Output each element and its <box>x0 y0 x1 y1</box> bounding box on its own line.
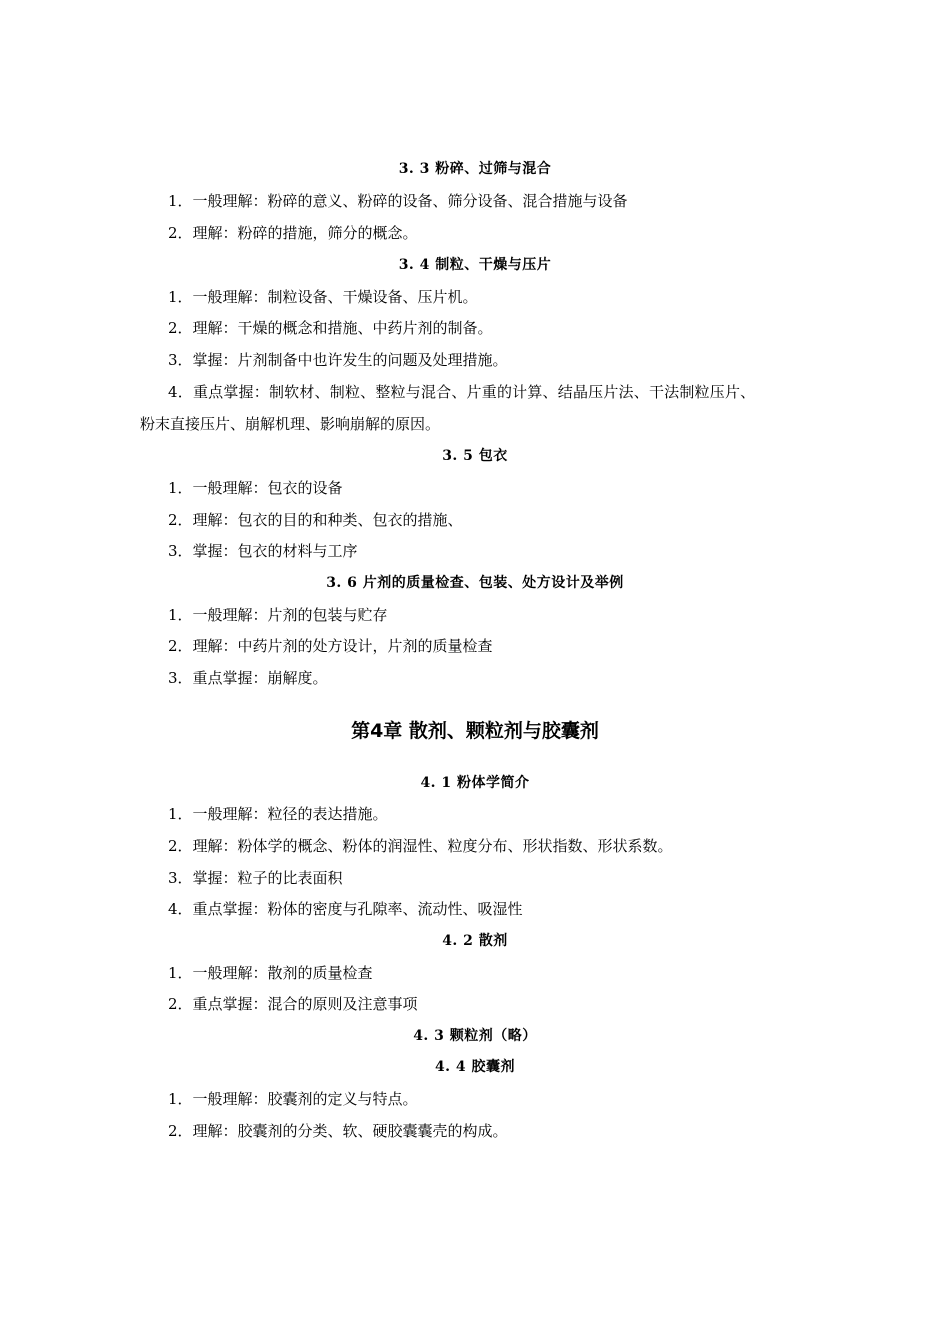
list-item: 3．重点掌握：崩解度。 <box>168 669 328 687</box>
section-heading-3-5: 3. 5 包衣 <box>442 448 508 464</box>
list-item: 2．理解：胶囊剂的分类、软、硬胶囊囊壳的构成。 <box>168 1122 508 1140</box>
list-item: 2．理解：干燥的概念和措施、中药片剂的制备。 <box>168 319 493 337</box>
section-heading-3-4: 3. 4 制粒、干燥与压片 <box>398 257 552 273</box>
list-item: 4．重点掌握：制软材、制粒、整粒与混合、片重的计算、结晶压片法、干法制粒压片、 <box>168 383 756 401</box>
list-item: 4．重点掌握：粉体的密度与孔隙率、流动性、吸湿性 <box>168 900 523 918</box>
list-item: 3．掌握：粒子的比表面积 <box>168 869 343 887</box>
list-item: 2．理解：包衣的目的和种类、包衣的措施、 <box>168 511 463 529</box>
list-item: 1．一般理解：粉碎的意义、粉碎的设备、筛分设备、混合措施与设备 <box>168 192 628 210</box>
list-item: 1．一般理解：片剂的包装与贮存 <box>168 606 388 624</box>
chapter-title: 第4章 散剂、颗粒剂与胶囊剂 <box>351 720 599 742</box>
list-item: 3．掌握：包衣的材料与工序 <box>168 542 358 560</box>
list-item: 1．一般理解：制粒设备、干燥设备、压片机。 <box>168 288 478 306</box>
section-heading-3-6: 3. 6 片剂的质量检查、包装、处方设计及举例 <box>326 575 624 591</box>
section-heading-4-4: 4. 4 胶囊剂 <box>434 1059 516 1075</box>
list-item: 3．掌握：片剂制备中也许发生的问题及处理措施。 <box>168 351 508 369</box>
list-item: 2．理解：粉体学的概念、粉体的润湿性、粒度分布、形状指数、形状系数。 <box>168 837 673 855</box>
list-item: 2．理解：中药片剂的处方设计，片剂的质量检查 <box>168 637 493 655</box>
section-heading-4-2: 4. 2 散剂 <box>442 933 508 949</box>
list-item: 1．一般理解：散剂的质量检查 <box>168 964 373 982</box>
list-item: 1．一般理解：粒径的表达措施。 <box>168 805 388 823</box>
list-item: 2．重点掌握：混合的原则及注意事项 <box>168 995 418 1013</box>
list-item: 2．理解：粉碎的措施，筛分的概念。 <box>168 224 418 242</box>
section-heading-4-3: 4. 3 颗粒剂（略） <box>413 1028 537 1044</box>
list-item-continuation: 粉末直接压片、崩解机理、影响崩解的原因。 <box>140 415 441 433</box>
list-item: 1．一般理解：胶囊剂的定义与特点。 <box>168 1090 418 1108</box>
section-heading-4-1: 4. 1 粉体学简介 <box>420 775 530 791</box>
section-heading-3-3: 3. 3 粉碎、过筛与混合 <box>398 161 552 177</box>
list-item: 1．一般理解：包衣的设备 <box>168 479 343 497</box>
